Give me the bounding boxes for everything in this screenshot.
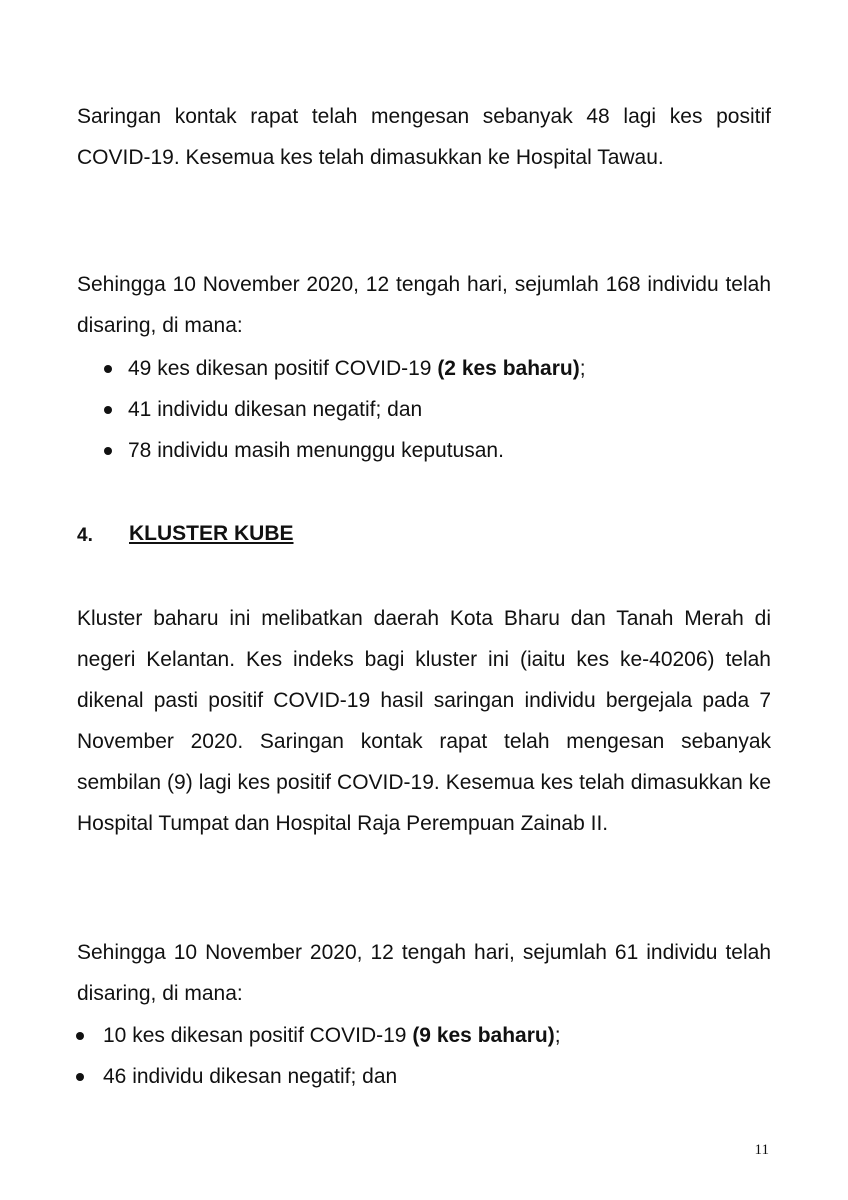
list-item xyxy=(128,389,586,430)
list-item-text: 10 kes dikesan positif COVID-19 xyxy=(103,1024,413,1047)
list-item-text: 78 individu masih menunggu keputusan. xyxy=(128,439,504,462)
list-item-text: 41 individu dikesan negatif; dan xyxy=(128,398,423,421)
list-item-suffix: ; xyxy=(554,1024,561,1047)
bullet-icon xyxy=(76,1032,84,1040)
section4-paragraph: Kluster baharu ini melibatkan daerah Kota Bharu dan Tanah Merah di negeri Kelantan. Kes indeks bagi kluster ini (iaitu kes ke-40206) telah dikenal pasti positif COVID-19 hasil saringan individu bergejala pada 7 November 2020. Saringan kontak rapat telah mengesan sebanyak sembilan (9) lagi kes positif COVID-19. Kesemua kes telah dimasukkan ke Hospital Tumpat dan Hospital Raja Perempuan Zainab II. xyxy=(77,607,771,835)
bullet-icon xyxy=(104,447,112,455)
bullet-icon xyxy=(76,1073,84,1081)
section4-bullet-list xyxy=(103,1015,561,1097)
list-item-suffix: ; xyxy=(579,357,586,380)
list-item xyxy=(128,348,586,389)
list-item-text: 46 individu dikesan negatif; dan xyxy=(103,1065,398,1088)
section-number: 4. xyxy=(77,525,93,546)
list-item-text: 49 kes dikesan positif COVID-19 xyxy=(128,357,438,380)
section-title: KLUSTER KUBE xyxy=(129,522,294,545)
list-item-bold: (9 kes baharu) xyxy=(412,1024,555,1047)
list-item xyxy=(103,1015,561,1056)
block1-paragraph: Saringan kontak rapat telah mengesan sebanyak 48 lagi kes positif COVID-19. Kesemua kes telah dimasukkan ke Hospital Tawau. xyxy=(77,105,771,169)
bullet-icon xyxy=(104,365,112,373)
section4-summary: Sehingga 10 November 2020, 12 tengah hari, sejumlah 61 individu telah disaring, di mana: xyxy=(77,941,771,1005)
page-number: 11 xyxy=(754,1142,769,1158)
block1-bullet-list xyxy=(128,348,586,471)
bullet-icon xyxy=(104,406,112,414)
list-item-bold: (2 kes baharu) xyxy=(437,357,580,380)
list-item xyxy=(128,430,586,471)
list-item xyxy=(103,1056,561,1097)
block1-summary: Sehingga 10 November 2020, 12 tengah hari, sejumlah 168 individu telah disaring, di mana: xyxy=(77,273,771,337)
